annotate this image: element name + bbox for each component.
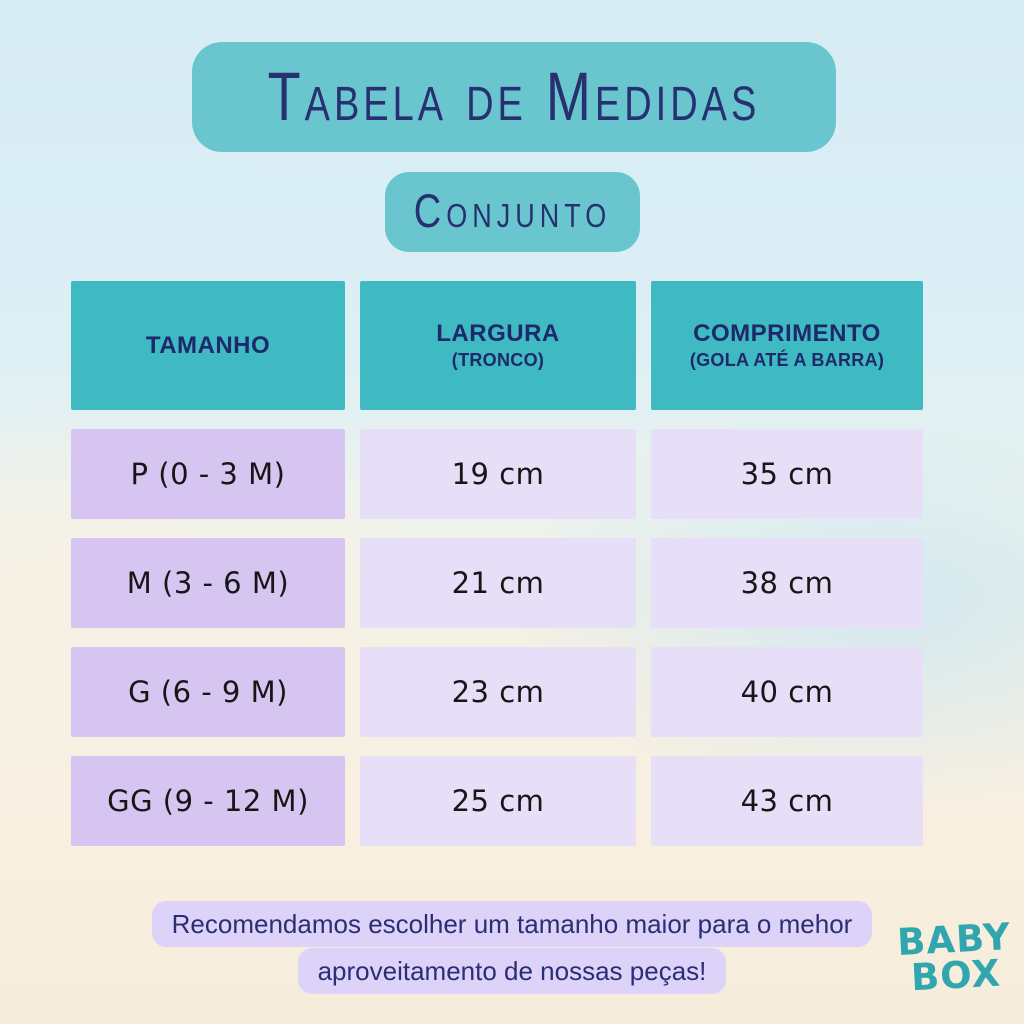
subtitle: Conjunto bbox=[413, 185, 612, 238]
size-cell-m: M (3 - 6 M) bbox=[71, 538, 345, 628]
column-header-largura bbox=[360, 281, 636, 410]
comprimento-cell-m: 38 cm bbox=[651, 538, 923, 628]
comprimento-cell-g: 40 cm bbox=[651, 647, 923, 737]
note-line bbox=[0, 952, 1024, 999]
size-cell-p: P (0 - 3 M) bbox=[71, 429, 345, 519]
note-line bbox=[0, 901, 1024, 952]
page-title: Tabela de Medidas bbox=[267, 58, 761, 136]
comprimento-cell-gg: 43 cm bbox=[651, 756, 923, 846]
size-cell-gg: GG (9 - 12 M) bbox=[71, 756, 345, 846]
column-header-comprimento bbox=[651, 281, 923, 410]
largura-cell-gg: 25 cm bbox=[360, 756, 636, 846]
column-header-sublabel: (GOLA ATÉ A BARRA) bbox=[689, 350, 885, 371]
largura-cell-p: 19 cm bbox=[360, 429, 636, 519]
recommendation-note bbox=[0, 901, 1024, 999]
size-cell-g: G (6 - 9 M) bbox=[71, 647, 345, 737]
largura-cell-g: 23 cm bbox=[360, 647, 636, 737]
column-header-label: LARGURA bbox=[436, 320, 560, 348]
logo-line-baby: BABY bbox=[896, 915, 1012, 964]
measurements-table bbox=[71, 281, 923, 846]
note-text: Recomendamos escolher um tamanho maior para o mehor bbox=[152, 901, 873, 947]
column-header-label: TAMANHO bbox=[145, 331, 271, 359]
babybox-logo bbox=[891, 915, 1019, 1000]
title-banner bbox=[192, 42, 836, 152]
note-text: aproveitamento de nossas peças! bbox=[298, 948, 727, 994]
column-header-sublabel: (TRONCO) bbox=[451, 350, 545, 371]
column-header-tamanho bbox=[71, 281, 345, 410]
subtitle-banner bbox=[385, 172, 640, 252]
largura-cell-m: 21 cm bbox=[360, 538, 636, 628]
column-header-label: COMPRIMENTO bbox=[693, 320, 881, 348]
comprimento-cell-p: 35 cm bbox=[651, 429, 923, 519]
logo-line-box: BOX bbox=[909, 951, 1002, 1000]
